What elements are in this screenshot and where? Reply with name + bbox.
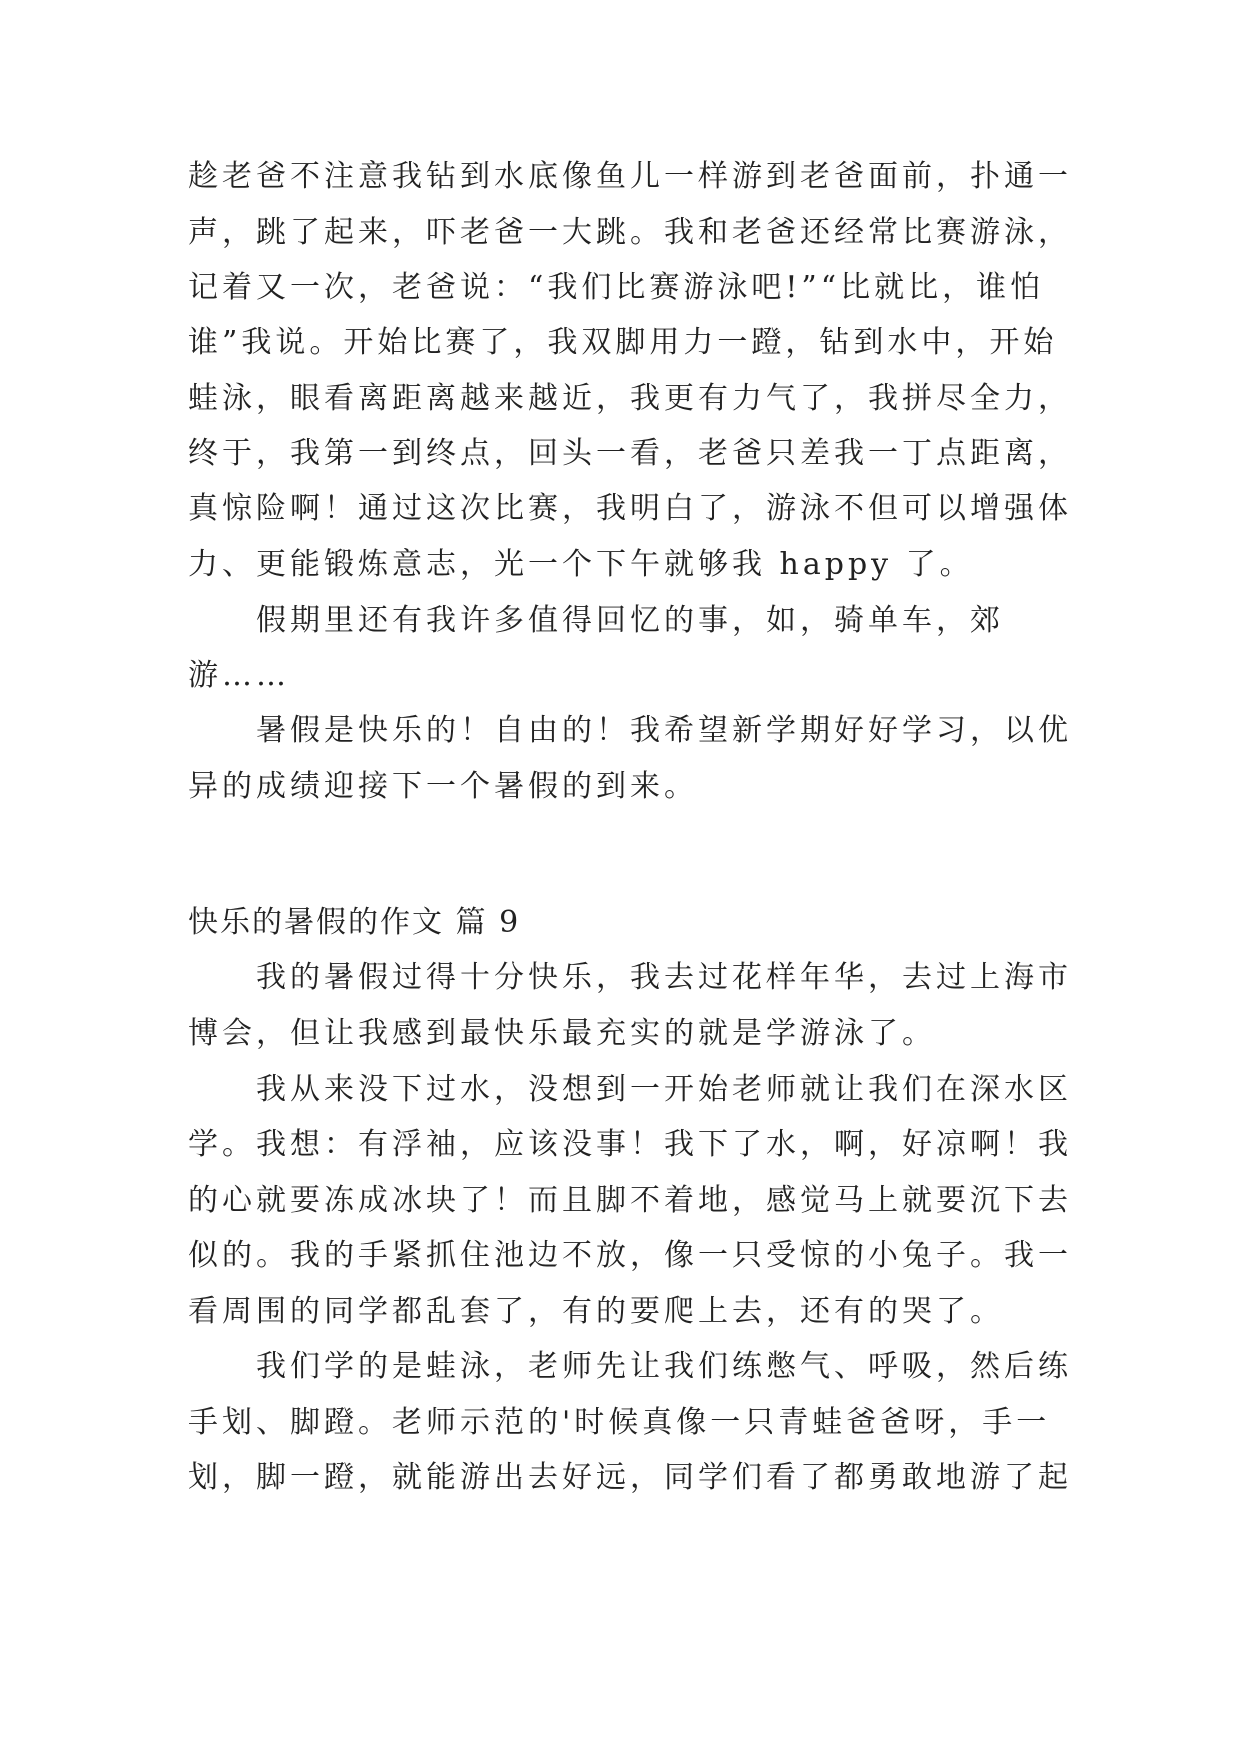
text-line: 游…… bbox=[188, 658, 290, 693]
text-line: 看周围的同学都乱套了，有的要爬上去，还有的哭了。 bbox=[188, 1294, 1004, 1329]
text-line: 博会，但让我感到最快乐最充实的就是学游泳了。 bbox=[188, 1016, 936, 1051]
text-line: 学。我想：有浮袖，应该没事！我下了水，啊，好凉啊！我 bbox=[188, 1127, 1072, 1162]
text-line: 异的成绩迎接下一个暑假的到来。 bbox=[188, 769, 698, 804]
text-line: 力、更能锻炼意志，光一个下午就够我 happy 了。 bbox=[188, 547, 974, 582]
text-line: 记着又一次，老爸说：“我们比赛游泳吧!”“比就比，谁怕 bbox=[188, 270, 1045, 305]
text-line: 蛙泳，眼看离距离越来越近，我更有力气了，我拼尽全力， bbox=[188, 381, 1072, 416]
text-line: 手划、脚蹬。老师示范的'时候真像一只青蛙爸爸呀，手一 bbox=[188, 1405, 1051, 1440]
text-line: 谁”我说。开始比赛了，我双脚用力一蹬，钻到水中，开始 bbox=[188, 325, 1058, 360]
paragraph-start-line: 暑假是快乐的！自由的！我希望新学期好好学习，以优 bbox=[256, 713, 1072, 748]
section-heading: 快乐的暑假的作文 篇 9 bbox=[188, 905, 521, 940]
text-line: 的心就要冻成冰块了！而且脚不着地，感觉马上就要沉下去 bbox=[188, 1183, 1072, 1218]
text-line: 真惊险啊！通过这次比赛，我明白了，游泳不但可以增强体 bbox=[188, 491, 1072, 526]
text-line: 声，跳了起来，吓老爸一大跳。我和老爸还经常比赛游泳， bbox=[188, 215, 1072, 250]
text-line: 似的。我的手紧抓住池边不放，像一只受惊的小兔子。我一 bbox=[188, 1238, 1072, 1273]
paragraph-start-line: 假期里还有我许多值得回忆的事，如，骑单车，郊 bbox=[256, 603, 1004, 638]
paragraph-start-line: 我的暑假过得十分快乐，我去过花样年华，去过上海市 bbox=[256, 960, 1072, 995]
paragraph-start-line: 我们学的是蛙泳，老师先让我们练憋气、呼吸，然后练 bbox=[256, 1349, 1072, 1384]
text-line: 终于，我第一到终点，回头一看，老爸只差我一丁点距离， bbox=[188, 436, 1072, 471]
paragraph-start-line: 我从来没下过水，没想到一开始老师就让我们在深水区 bbox=[256, 1072, 1072, 1107]
text-line: 趁老爸不注意我钻到水底像鱼儿一样游到老爸面前，扑通一 bbox=[188, 159, 1072, 194]
text-line: 划，脚一蹬，就能游出去好远，同学们看了都勇敢地游了起 bbox=[188, 1460, 1072, 1495]
